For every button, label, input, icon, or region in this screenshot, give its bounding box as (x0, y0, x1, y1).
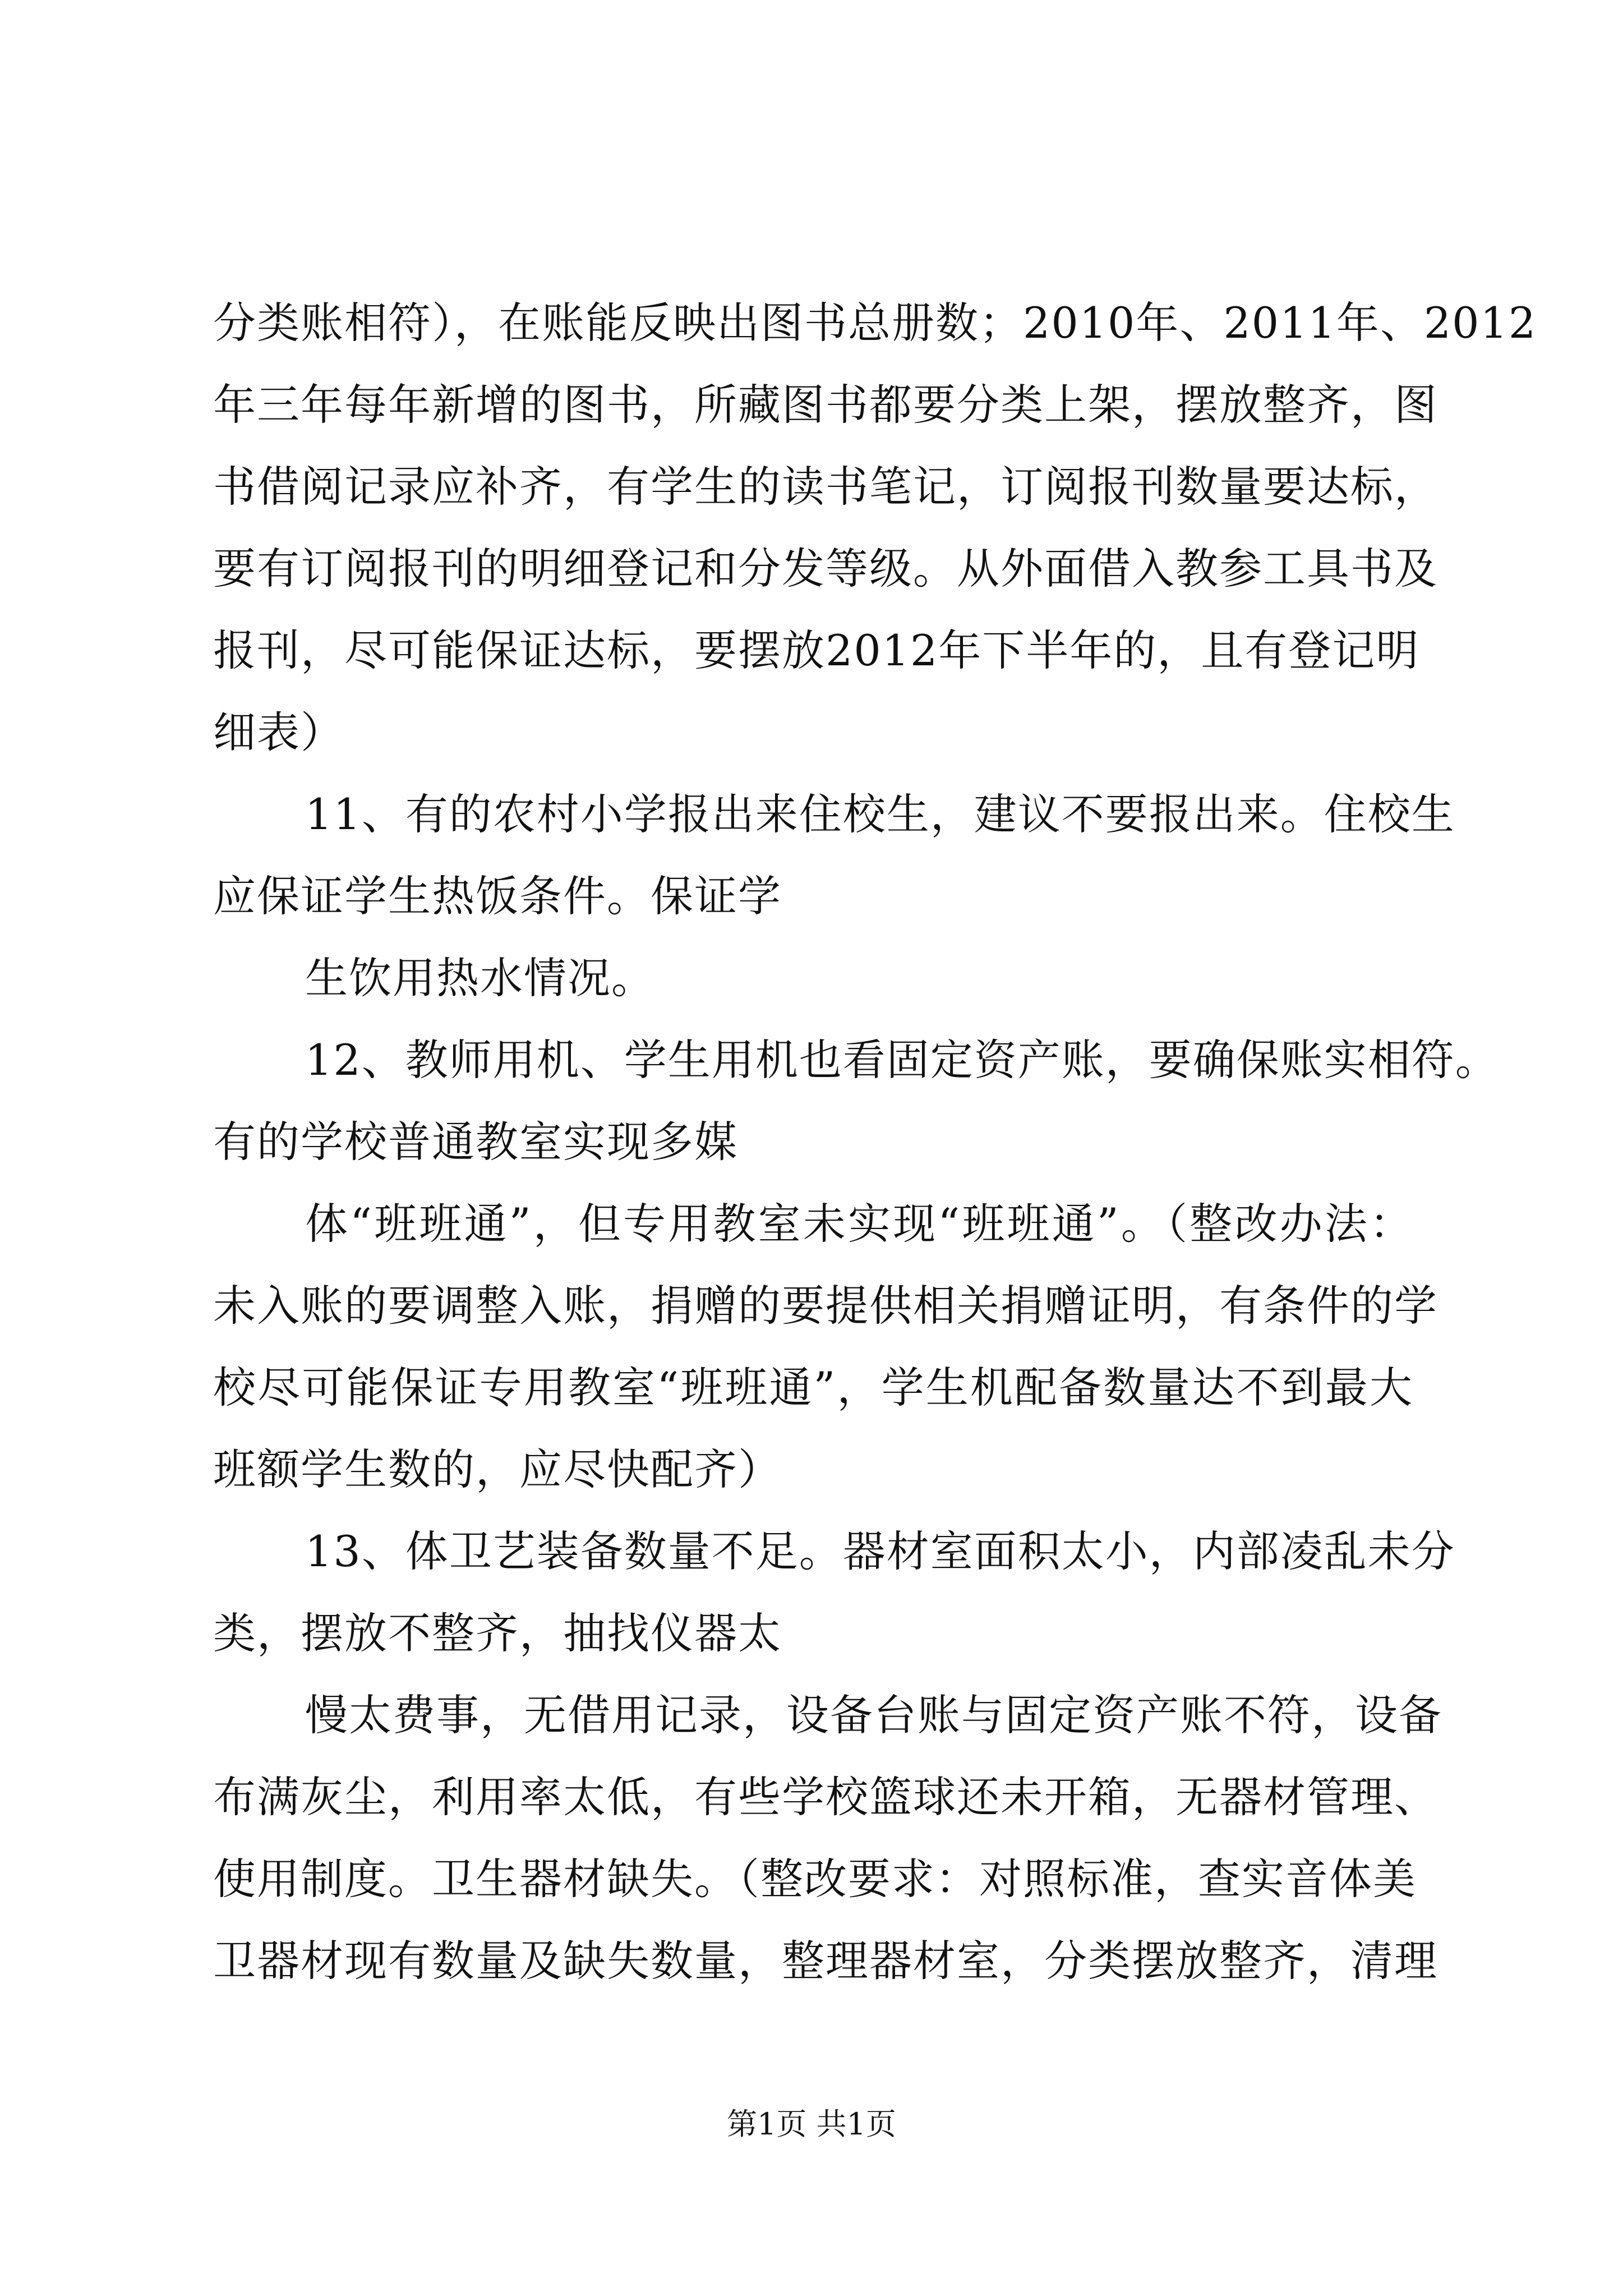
text-line: 卫器材现有数量及缺失数量，整理器材室，分类摆放整齐，清理 (213, 1936, 1438, 1986)
page-number-label: 第1页 共1页 (727, 2106, 896, 2142)
text-line: 类，摆放不整齐，抽找仪器太 (213, 1608, 782, 1658)
text-line: 布满灰尘，利用率太低，有些学校篮球还未开箱，无器材管理、 (213, 1772, 1438, 1822)
text-line: 有的学校普通教室实现多媒 (213, 1117, 738, 1167)
text-line: 慢太费事，无借用记录，设备台账与固定资产账不符，设备 (305, 1690, 1442, 1740)
text-line: 年三年每年新增的图书，所藏图书都要分类上架，摆放整齐，图 (213, 380, 1438, 430)
text-line: 体“班班通”，但专用教室未实现“班班通”。（整改办法： (305, 1199, 1413, 1249)
text-line: 报刊，尽可能保证达标，要摆放2012年下半年的，且有登记明 (213, 625, 1420, 675)
page-footer (0, 2105, 1623, 2144)
text-line: 书借阅记录应补齐，有学生的读书笔记，订阅报刊数量要达标， (213, 462, 1438, 512)
text-line: 应保证学生热饭条件。保证学 (213, 871, 782, 921)
text-line: 11、有的农村小学报出来住校生，建议不要报出来。住校生 (305, 789, 1455, 839)
text-line: 12、教师用机、学生用机也看固定资产账，要确保账实相符。 (305, 1035, 1499, 1085)
text-line: 生饮用热水情况。 (305, 953, 655, 1003)
text-line: 细表） (213, 707, 344, 757)
text-line: 班额学生数的，应尽快配齐） (213, 1444, 782, 1494)
text-line: 分类账相符），在账能反映出图书总册数；2010年、2011年、2012 (213, 298, 1537, 348)
text-line: 13、体卫艺装备数量不足。器材室面积太小，内部凌乱未分 (305, 1526, 1455, 1576)
text-line: 要有订阅报刊的明细登记和分发等级。从外面借入教参工具书及 (213, 544, 1438, 593)
text-line: 未入账的要调整入账，捐赠的要提供相关捐赠证明，有条件的学 (213, 1281, 1438, 1331)
text-line: 校尽可能保证专用教室“班班通”，学生机配备数量达不到最大 (213, 1363, 1413, 1412)
text-line: 使用制度。卫生器材缺失。（整改要求：对照标准，查实音体美 (213, 1854, 1417, 1904)
